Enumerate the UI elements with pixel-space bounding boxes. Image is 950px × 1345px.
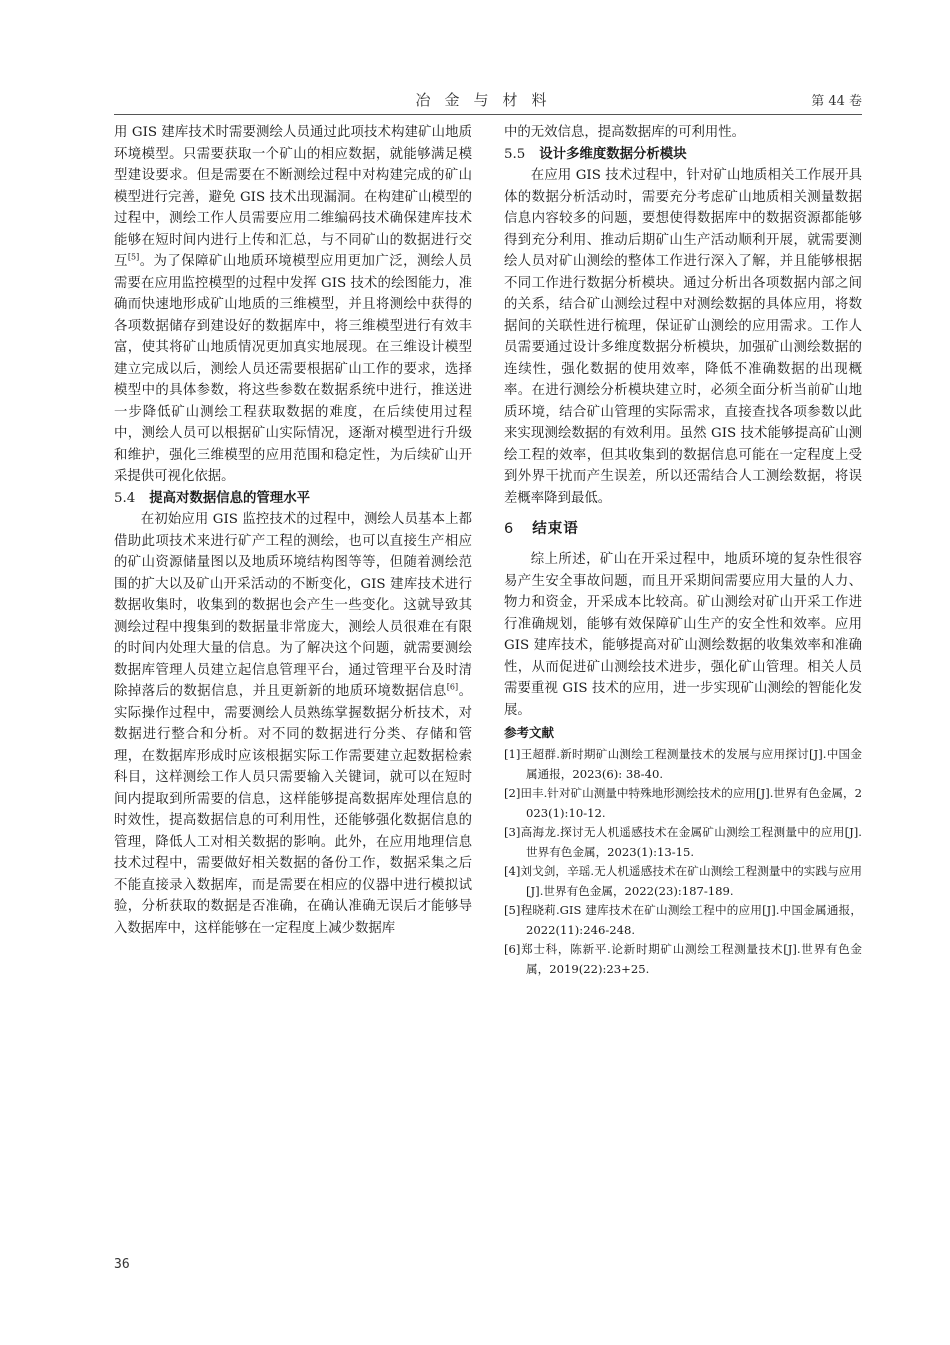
paragraph-text: 在初始应用 GIS 监控技术的过程中，测绘人员基本上都借助此项技术来进行矿产工程的测绘，也可以直接生产相应的矿山资源储量图以及地质环境结构图等等，但随着测绘范围的扩大以及矿山开采活动的不断变化，GIS 建库技术进行数据收集时，收集到的数据也会产生一些变化。这就导致其测绘过程中搜集到的数据量非常庞大，测绘人员很难在有限的时间内处理大量的信息。为了解决这个问题，就需要测绘数据库管理人员建立起信息管理平台，通过管理平台及时清除掉落后的数据信息，并且更新新的地质环境数据信息 [114,512,472,699]
paragraph [114,509,472,939]
reference-item: [2]田丰.针对矿山测量中特殊地形测绘技术的应用[J].世界有色金属，2023(1):10-12. [504,786,862,820]
reference-item: [6]郑士科，陈新平.论新时期矿山测绘工程测量技术[J].世界有色金属，2019(22):23+25. [504,942,862,976]
page-number: 36 [114,1257,130,1272]
left-column [114,122,472,939]
references-heading: 参考文献 [504,725,555,740]
section-number: 5.5 [504,146,526,162]
volume-label: 第 44 卷 [811,94,862,109]
section-title: 结束语 [532,521,579,537]
section-heading-5-4 [114,488,472,510]
reference-item: [4]刘戈剑，辛瑶.无人机遥感技术在矿山测绘工程测量中的实践与应用[J].世界有色金属，2022(23):187-189. [504,864,862,898]
section-title: 提高对数据信息的管理水平 [149,490,310,506]
paragraph-text: 。为了保障矿山地质环境模型应用更加广泛，测绘人员需要在应用监控模型的过程中发挥 GIS 技术的绘图能力，准确而快速地形成矿山地质的三维模型，并且将测绘中获得的各项数据储存到建设好的数据库中，将三维模型进行有效丰富，使其将矿山地质情况更加真实地展现。在三维设计模型建立完成以后，测绘人员还需要根据矿山工作的要求，选择模型中的具体参数，将这些参数在数据系统中进行，推送进一步降低矿山测绘工程获取数据的难度，在后续使用过程中，测绘人员可以根据矿山实际情况，逐渐对模型进行升级和维护，强化三维模型的应用范围和稳定性，为后续矿山开采提供可视化依据。 [114,254,473,484]
section-title: 设计多维度数据分析模块 [539,146,687,162]
reference-item: [3]高海龙.探讨无人机遥感技术在金属矿山测绘工程测量中的应用[J].世界有色金属，2023(1):13-15. [504,825,862,859]
citation: [5] [127,252,140,262]
section-number: 6 [504,521,515,537]
reference-item: [1]王超群.新时期矿山测绘工程测量技术的发展与应用探讨[J].中国金属通报，2023(6): 38-40. [504,747,862,781]
paragraph-text: 。实际操作过程中，需要测绘人员熟练掌握数据分析技术，对数据进行整合和分析。对不同的数据进行分类、存储和管理，在数据库形成时应该根据实际工作需要建立起数据检索科目，这样测绘工作人员只需要输入关键词，就可以在短时间内提取到所需要的信息，这样能够提高数据库处理信息的时效性，提高数据信息的可利用性，还能够强化数据信息的管理，降低人工对相关数据的影响。此外，在应用地理信息技术过程中，需要做好相关数据的备份工作，数据采集之后不能直接录入数据库，而是需要在相应的仪器中进行模拟试验，分析获取的数据是否准确，在确认准确无误后才能够导入数据库中，这样能够在一定程度上减少数据库 [114,684,473,936]
paragraph: 综上所述，矿山在开采过程中，地质环境的复杂性很容易产生安全事故问题，而且开采期间需要应用大量的人力、物力和资金，开采成本比较高。矿山测绘对矿山开采工作进行准确规划，能够有效保障矿山生产的安全性和效率。应用 GIS 建库技术，能够提高对矿山测绘数据的收集效率和准确性，从而促进矿山测绘技术进步，强化矿山管理。相关人员需要重视 GIS 技术的应用，进一步实现矿山测绘的智能化发展。 [504,552,862,718]
paragraph: 在应用 GIS 技术过程中，针对矿山地质相关工作展开具体的数据分析活动时，需要充分考虑矿山地质相关测量数据信息内容较多的问题，要想使得数据库中的数据资源都能够得到充分利用、推动后期矿山生产活动顺利开展，就需要测绘人员对矿山测绘的整体工作进行深入了解，并且能够根据不同工作进行数据分析模块。通过分析出各项数据内部之间的关系，结合矿山测绘过程中对测绘数据的具体应用，将数据间的关联性进行梳理，保证矿山测绘的应用需求。工作人员需要通过设计多维度数据分析模块，加强矿山测绘数据的连续性，强化数据的使用效率，降低不准确数据的出现概率。在进行测绘分析模块建立时，必须全面分析当前矿山地质环境，结合矿山管理的实际需求，直接查找各项参数以此来实现测绘数据的有效利用。虽然 GIS 技术能够提高矿山测绘工程的效率，但其收集到的数据信息可能在一定程度上受到外界干扰而产生误差，所以还需结合人工测绘数据，将误差概率降到最低。 [504,168,862,506]
journal-title: 冶金与材料 [415,91,561,109]
paragraph [114,122,472,488]
section-heading-6 [504,517,862,541]
right-column [504,122,862,979]
reference-item: [5]程晓莉.GIS 建库技术在矿山测绘工程中的应用[J].中国金属通报，2022(11):246-248. [504,903,862,937]
section-number: 5.4 [114,490,136,506]
section-heading-5-5 [504,144,862,166]
paragraph: 中的无效信息，提高数据库的可利用性。 [504,125,746,140]
running-header [114,88,862,115]
paragraph-text: 用 GIS 建库技术时需要测绘人员通过此项技术构建矿山地质环境模型。只需要获取一个矿山的相应数据，就能够满足模型建设要求。但是需要在不断测绘过程中对构建完成的矿山模型进行完善，避免 GIS 技术出现漏洞。在构建矿山模型的过程中，测绘工作人员需要应用二维编码技术确保建库技术能够在短时间内进行上传和汇总，与不同矿山的数据进行交互 [114,125,472,269]
citation: [6] [446,682,459,692]
